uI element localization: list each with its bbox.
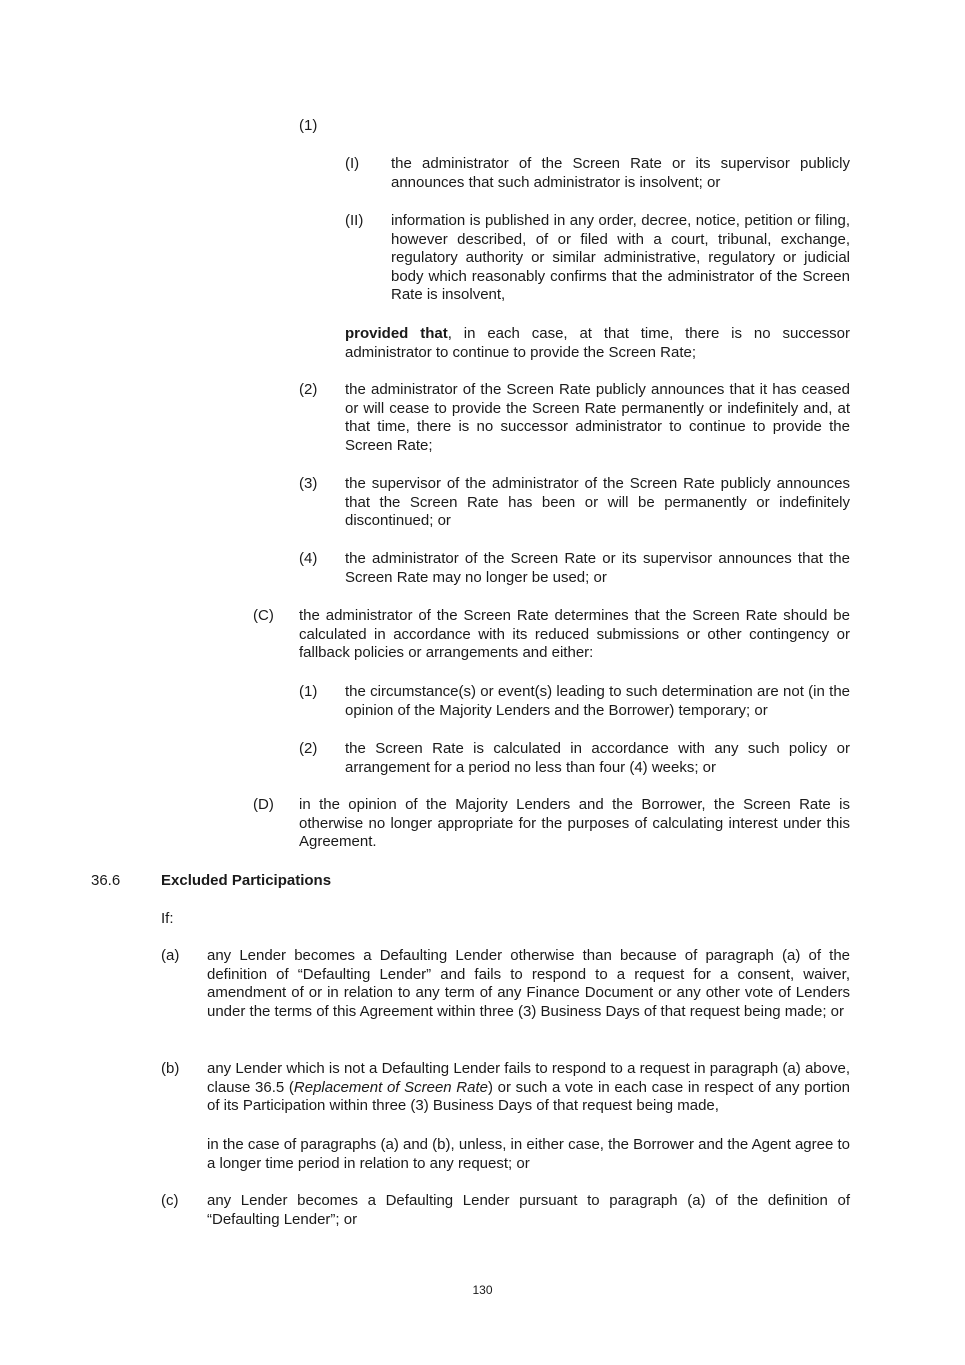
item-text-C: the administrator of the Screen Rate determines that the Screen Rate should be calculated in accordance with its reduced submissions or other contingency or fallback policies or arrangements and either:	[299, 607, 850, 662]
item-label-1: (1)	[299, 117, 318, 134]
item-label-C1: (1)	[299, 683, 318, 700]
item-text-3: the supervisor of the administrator of the Screen Rate publicly announces that the Screen Rate has been or will be permanently or indefinitely discontinued; or	[345, 475, 850, 530]
item-label-2: (2)	[299, 381, 318, 398]
section-number: 36.6	[91, 872, 121, 889]
item-label-D: (D)	[253, 796, 274, 813]
para-text-c: any Lender becomes a Defaulting Lender pursuant to paragraph (a) of the definition of “Defaulting Lender”; or	[207, 1192, 850, 1228]
item-label-4: (4)	[299, 550, 318, 567]
item-label-3: (3)	[299, 475, 318, 492]
para-text-b-part2: ) or such a vote in each case in respect of any portion of its Participation within three (3) Business Days of that request being made,	[207, 1078, 851, 1115]
para-label-b: (b)	[161, 1060, 180, 1077]
item-label-II: (II)	[345, 212, 364, 229]
item-text-D: in the opinion of the Majority Lenders and the Borrower, the Screen Rate is otherwise no longer appropriate for the purposes of calculating interest under this Agreement.	[299, 796, 850, 851]
section-intro: If:	[161, 910, 174, 927]
item-text-I: the administrator of the Screen Rate or its supervisor publicly announces that such administrator is insolvent; or	[391, 155, 850, 191]
item-label-C2: (2)	[299, 740, 318, 757]
page-number: 130	[472, 1283, 493, 1297]
para-label-c: (c)	[161, 1192, 179, 1209]
proviso-bold: provided that	[345, 325, 448, 342]
item-text-C2: the Screen Rate is calculated in accordance with any such policy or arrangement for a period no less than four (4) weeks; or	[345, 740, 850, 776]
item-text-II: information is published in any order, decree, notice, petition or filing, however described, of or filed with a court, tribunal, exchange, regulatory authority or similar administrative, regulatory or judicial body which reasonably confirms that the administrator of the Screen Rate is insolvent,	[391, 212, 850, 304]
item-text-C1: the circumstance(s) or event(s) leading to such determination are not (in the opinion of the Majority Lenders and the Borrower) temporary; or	[345, 683, 850, 719]
section-title: Excluded Participations	[161, 872, 332, 889]
para-text-b-italic: Replacement of Screen Rate	[293, 1078, 488, 1096]
proviso-rest: , in each case, at that time, there is no successor administrator to continue to provide the Screen Rate;	[345, 325, 850, 361]
para-text-a: any Lender becomes a Defaulting Lender otherwise than because of paragraph (a) of the definition of “Defaulting Lender” and fails to respond to a request for a consent, waiver, amendment of or in relation to any term of any Finance Document or any other vote of Lenders under the terms of this Agreement within three (3) Business Days of that request being made; or	[207, 947, 850, 1020]
item-label-C: (C)	[253, 607, 274, 624]
para-ab-tail: in the case of paragraphs (a) and (b), unless, in either case, the Borrower and the Agent agree to a longer time period in relation to any request; or	[207, 1136, 850, 1172]
para-text-b-part1: any Lender which is not a Defaulting Lender fails to respond to a request in paragraph (a) above, clause 36.5 (	[207, 1060, 850, 1096]
para-label-a: (a)	[161, 947, 180, 964]
proviso-paragraph	[345, 325, 850, 362]
item-text-4: the administrator of the Screen Rate or its supervisor announces that the Screen Rate may no longer be used; or	[345, 550, 850, 586]
para-text-b	[207, 1060, 850, 1116]
item-text-2: the administrator of the Screen Rate publicly announces that it has ceased or will cease to provide the Screen Rate permanently or indefinitely and, at that time, there is no successor administrator to continue to provide the Screen Rate;	[345, 381, 850, 454]
item-label-I: (I)	[345, 155, 360, 172]
